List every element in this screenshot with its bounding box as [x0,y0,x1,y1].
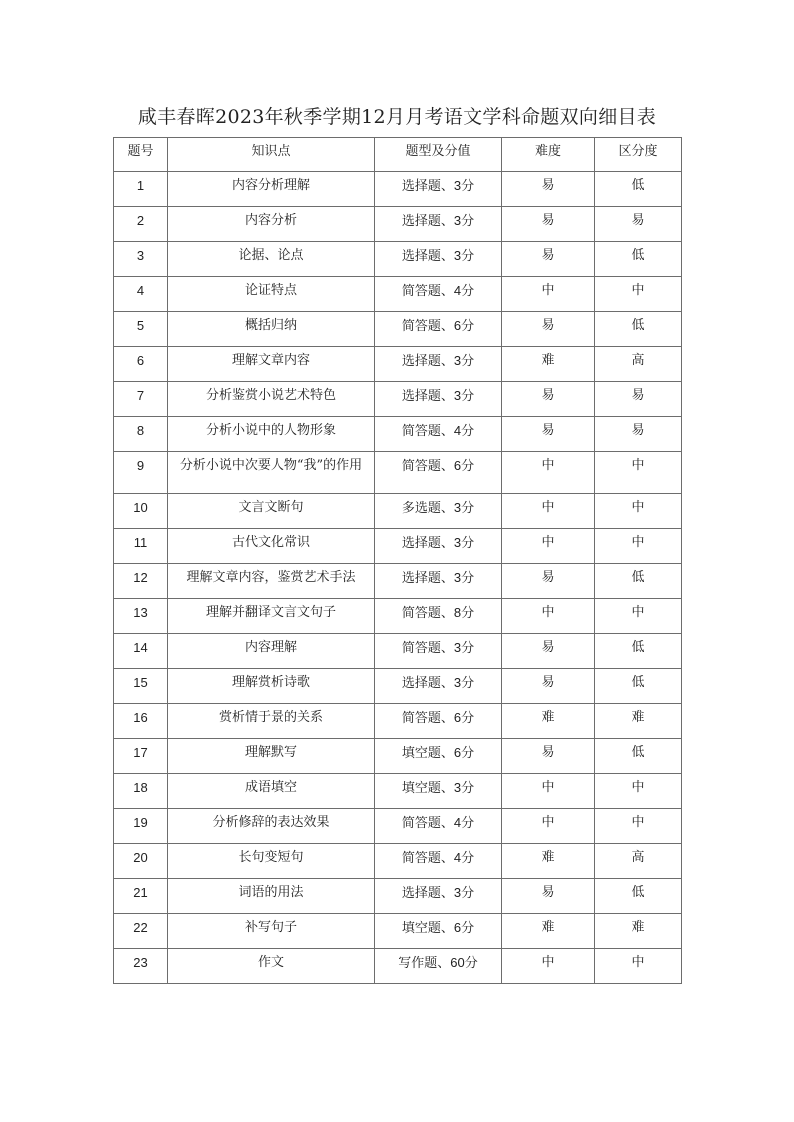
cell-question-number: 7 [114,382,168,417]
cell-difficulty: 易 [502,312,595,347]
cell-difficulty: 难 [502,844,595,879]
cell-discrimination: 低 [595,564,682,599]
table-body [114,172,682,984]
cell-difficulty: 难 [502,914,595,949]
page-title: 咸丰春晖2023年秋季学期12月月考语文学科命题双向细目表 [137,106,657,128]
cell-knowledge-point: 内容分析理解 [168,172,375,207]
table-row [114,879,682,914]
cell-difficulty: 易 [502,382,595,417]
cell-question-type-and-score: 选择题、3分 [375,172,502,207]
cell-knowledge-point: 理解默写 [168,739,375,774]
table-row [114,529,682,564]
cell-discrimination: 中 [595,277,682,312]
cell-question-type-and-score: 选择题、3分 [375,347,502,382]
cell-difficulty: 难 [502,704,595,739]
header-question-number: 题号 [114,138,168,172]
cell-discrimination: 低 [595,634,682,669]
cell-discrimination: 中 [595,452,682,494]
cell-knowledge-point: 内容理解 [168,634,375,669]
cell-question-type-and-score: 选择题、3分 [375,382,502,417]
cell-knowledge-point: 理解并翻译文言文句子 [168,599,375,634]
cell-question-number: 14 [114,634,168,669]
cell-question-number: 20 [114,844,168,879]
table-row [114,452,682,494]
cell-question-number: 3 [114,242,168,277]
cell-question-type-and-score: 选择题、3分 [375,242,502,277]
table-row [114,669,682,704]
cell-question-type-and-score: 选择题、3分 [375,669,502,704]
cell-difficulty: 易 [502,634,595,669]
header-knowledge-point: 知识点 [168,138,375,172]
table-row [114,172,682,207]
cell-question-type-and-score: 写作题、60分 [375,949,502,984]
exam-specification-table [113,137,682,984]
cell-difficulty: 易 [502,172,595,207]
cell-difficulty: 中 [502,949,595,984]
cell-knowledge-point: 理解文章内容 [168,347,375,382]
cell-question-type-and-score: 简答题、4分 [375,277,502,312]
cell-question-type-and-score: 填空题、6分 [375,739,502,774]
cell-knowledge-point: 论证特点 [168,277,375,312]
cell-question-number: 15 [114,669,168,704]
cell-difficulty: 难 [502,347,595,382]
cell-difficulty: 中 [502,494,595,529]
cell-discrimination: 易 [595,207,682,242]
table-row [114,382,682,417]
cell-question-type-and-score: 简答题、3分 [375,634,502,669]
table-row [114,774,682,809]
cell-discrimination: 难 [595,914,682,949]
header-discrimination: 区分度 [595,138,682,172]
cell-discrimination: 低 [595,669,682,704]
cell-discrimination: 低 [595,172,682,207]
cell-question-number: 10 [114,494,168,529]
cell-difficulty: 中 [502,277,595,312]
cell-question-number: 1 [114,172,168,207]
cell-question-type-and-score: 选择题、3分 [375,529,502,564]
cell-question-number: 9 [114,452,168,494]
table-row [114,914,682,949]
cell-knowledge-point: 长句变短句 [168,844,375,879]
cell-question-number: 19 [114,809,168,844]
cell-knowledge-point: 词语的用法 [168,879,375,914]
cell-difficulty: 易 [502,669,595,704]
cell-knowledge-point: 论据、论点 [168,242,375,277]
table-header-row [114,138,682,172]
cell-discrimination: 中 [595,599,682,634]
cell-question-number: 17 [114,739,168,774]
cell-knowledge-point: 内容分析 [168,207,375,242]
table-row [114,564,682,599]
cell-question-number: 8 [114,417,168,452]
cell-discrimination: 中 [595,774,682,809]
cell-question-type-and-score: 填空题、6分 [375,914,502,949]
cell-discrimination: 难 [595,704,682,739]
cell-question-number: 12 [114,564,168,599]
cell-question-number: 21 [114,879,168,914]
cell-difficulty: 易 [502,739,595,774]
cell-question-type-and-score: 简答题、6分 [375,312,502,347]
cell-discrimination: 中 [595,529,682,564]
table-row [114,599,682,634]
cell-discrimination: 低 [595,739,682,774]
cell-difficulty: 中 [502,529,595,564]
cell-difficulty: 易 [502,207,595,242]
cell-discrimination: 中 [595,949,682,984]
cell-question-number: 23 [114,949,168,984]
cell-discrimination: 中 [595,494,682,529]
cell-question-number: 2 [114,207,168,242]
cell-knowledge-point: 作文 [168,949,375,984]
cell-question-type-and-score: 选择题、3分 [375,207,502,242]
cell-knowledge-point: 概括归纳 [168,312,375,347]
cell-difficulty: 中 [502,774,595,809]
cell-question-type-and-score: 简答题、6分 [375,452,502,494]
table-row [114,809,682,844]
table-row [114,347,682,382]
cell-question-type-and-score: 简答题、6分 [375,704,502,739]
table-row [114,312,682,347]
cell-difficulty: 易 [502,242,595,277]
cell-question-type-and-score: 选择题、3分 [375,879,502,914]
table-row [114,844,682,879]
cell-knowledge-point: 古代文化常识 [168,529,375,564]
cell-question-type-and-score: 选择题、3分 [375,564,502,599]
cell-question-type-and-score: 简答题、4分 [375,809,502,844]
cell-discrimination: 低 [595,242,682,277]
table-row [114,494,682,529]
cell-difficulty: 中 [502,809,595,844]
table-row [114,417,682,452]
cell-question-number: 5 [114,312,168,347]
cell-difficulty: 中 [502,452,595,494]
cell-knowledge-point: 补写句子 [168,914,375,949]
table-row [114,242,682,277]
cell-question-type-and-score: 简答题、8分 [375,599,502,634]
cell-knowledge-point: 赏析情于景的关系 [168,704,375,739]
cell-question-number: 11 [114,529,168,564]
table-row [114,739,682,774]
cell-knowledge-point: 理解文章内容，鉴赏艺术手法 [168,564,375,599]
cell-question-number: 4 [114,277,168,312]
table-row [114,949,682,984]
table-row [114,207,682,242]
cell-discrimination: 易 [595,382,682,417]
cell-question-number: 22 [114,914,168,949]
cell-question-number: 6 [114,347,168,382]
cell-knowledge-point: 文言文断句 [168,494,375,529]
cell-knowledge-point: 成语填空 [168,774,375,809]
cell-knowledge-point: 理解赏析诗歌 [168,669,375,704]
cell-difficulty: 易 [502,417,595,452]
header-question-type-and-score: 题型及分值 [375,138,502,172]
cell-discrimination: 低 [595,879,682,914]
cell-difficulty: 中 [502,599,595,634]
cell-question-number: 16 [114,704,168,739]
cell-discrimination: 低 [595,312,682,347]
header-difficulty: 难度 [502,138,595,172]
table-row [114,277,682,312]
cell-question-type-and-score: 多选题、3分 [375,494,502,529]
cell-question-number: 13 [114,599,168,634]
cell-knowledge-point: 分析鉴赏小说艺术特色 [168,382,375,417]
cell-question-type-and-score: 简答题、4分 [375,844,502,879]
cell-question-number: 18 [114,774,168,809]
cell-discrimination: 中 [595,809,682,844]
cell-discrimination: 高 [595,347,682,382]
cell-knowledge-point: 分析修辞的表达效果 [168,809,375,844]
cell-discrimination: 易 [595,417,682,452]
cell-knowledge-point: 分析小说中次要人物“我”的作用 [168,452,375,494]
table-row [114,634,682,669]
cell-question-type-and-score: 简答题、4分 [375,417,502,452]
cell-question-type-and-score: 填空题、3分 [375,774,502,809]
cell-knowledge-point: 分析小说中的人物形象 [168,417,375,452]
cell-difficulty: 易 [502,879,595,914]
cell-discrimination: 高 [595,844,682,879]
cell-difficulty: 易 [502,564,595,599]
table-row [114,704,682,739]
